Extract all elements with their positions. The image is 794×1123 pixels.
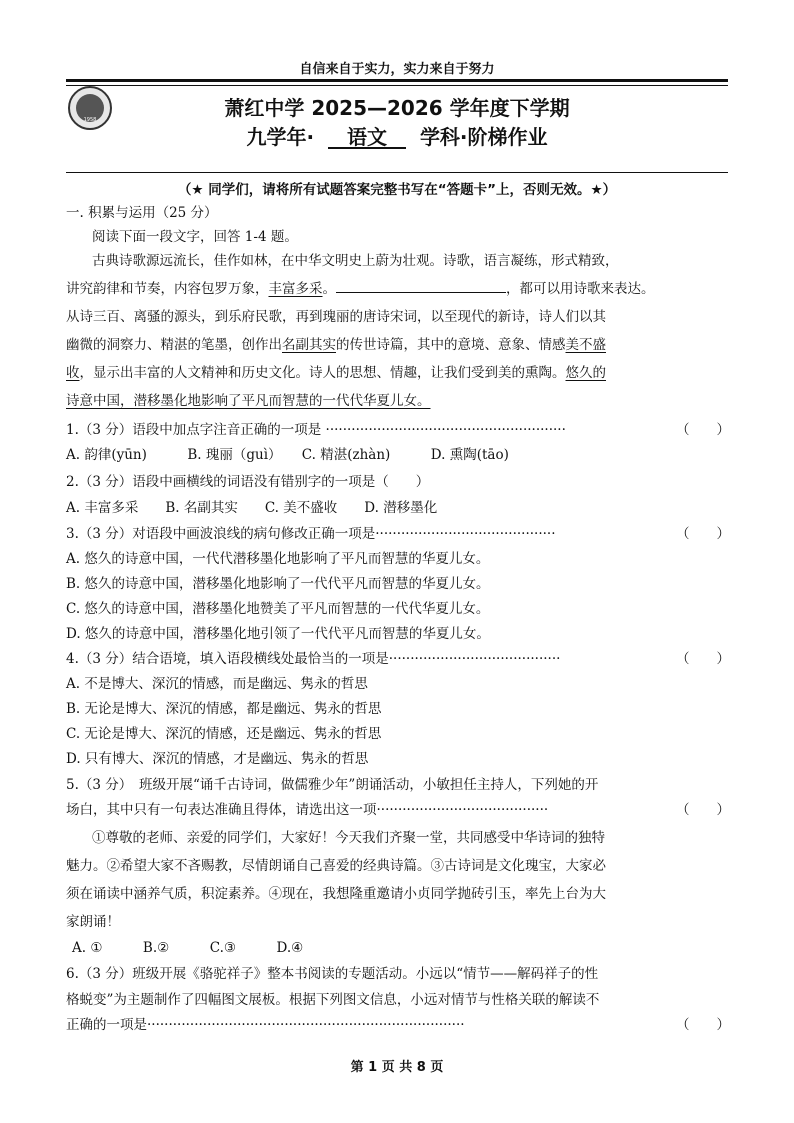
q3-stem (66, 522, 730, 542)
subject-suffix: 学科·阶梯作业 (419, 125, 548, 149)
underlined-word: 丰富多采 (268, 281, 323, 297)
answer-paren: （ ） (676, 526, 730, 542)
page-number: 第 1 页 共 8 页 (350, 1060, 444, 1075)
wavy-underline-text: 悠久的 (565, 365, 606, 381)
q6-stem-1: 6.（3 分）班级开展《骆驼祥子》整本书阅读的专题活动。小远以“情节——解码祥子的性 (66, 966, 599, 982)
q3-option-a: A. 悠久的诗意中国，一代代潜移墨化地影响了平凡而智慧的华夏儿女。 (66, 551, 490, 567)
fill-blank (336, 280, 506, 293)
q5-passage-2: 魅力。②希望大家不吝赐教，尽情朗诵自己喜爱的经典诗篇。③古诗词是文化瑰宝，大家必 (66, 858, 606, 874)
passage-text: 的传世诗篇，其中的意境、意象、情感 (336, 337, 566, 353)
q3-option-b: B. 悠久的诗意中国，潜移墨化地影响了一代代平凡而智慧的华夏儿女。 (66, 576, 490, 592)
underlined-word: 名副其实 (282, 337, 336, 353)
exam-notice: （★ 同学们，请将所有试题答案完整书写在“答题卡”上，否则无效。★） (177, 182, 617, 198)
question-text: 正确的一项是·········································································· (66, 1017, 465, 1033)
grade-label: 九学年· (246, 125, 315, 149)
passage-line-4 (66, 333, 730, 353)
q1-options: A. 韵律(yūn) B. 瑰丽（guì） C. 精湛(zhàn) D. 熏陶(tāo) (66, 447, 509, 463)
header-motto: 自信来自于实力，实力来自于努力 (299, 62, 495, 77)
passage-text: ，显示出丰富的人文精神和历史文化。诗人的思想、情趣，让我们受到美的熏陶。 (79, 365, 566, 381)
passage-line-2 (66, 277, 730, 297)
passage-text: 。 (322, 281, 336, 297)
passage-line-5 (66, 361, 730, 381)
question-text: 4.（3 分）结合语境，填入语段横线处最恰当的一项是········································ (66, 651, 561, 667)
passage-text: 幽微的洞察力、精湛的笔墨，创作出 (66, 337, 282, 353)
underlined-word: 收 (66, 365, 80, 381)
passage-instruction: 阅读下面一段文字，回答 1-4 题。 (92, 229, 298, 245)
q2-stem: 2.（3 分）语段中画横线的词语没有错别字的一项是（ ） (66, 474, 430, 490)
q4-option-c: C. 无论是博大、深沉的情感，还是幽远、隽永的哲思 (66, 726, 382, 742)
question-text: 3.（3 分）对语段中画波浪线的病句修改正确一项是·········································· (66, 526, 556, 542)
q4-option-a: A. 不是博大、深沉的情感，而是幽远、隽永的哲思 (66, 676, 368, 692)
question-text: 1.（3 分）语段中加点字注音正确的一项是 ························································ (66, 422, 566, 438)
title-rule (66, 172, 728, 173)
answer-paren: （ ） (676, 802, 730, 818)
section-heading: 一. 积累与运用（25 分） (66, 205, 218, 221)
passage-line-1: 古典诗歌源远流长，佳作如林，在中华文明史上蔚为壮观。诗歌，语言凝练，形式精致， (92, 253, 619, 269)
q2-options: A. 丰富多采 B. 名副其实 C. 美不盛收 D. 潜移墨化 (66, 500, 438, 516)
page-subtitle (0, 121, 794, 150)
q4-stem (66, 647, 730, 667)
answer-paren: （ ） (676, 422, 730, 438)
q3-option-c: C. 悠久的诗意中国，潜移墨化地赞美了平凡而智慧的一代代华夏儿女。 (66, 601, 490, 617)
answer-paren: （ ） (676, 1017, 730, 1033)
header-rule-thin (66, 85, 728, 86)
q1-stem (66, 418, 730, 438)
q5-passage-4: 家朗诵！ (66, 914, 120, 930)
q5-passage-1: ①尊敬的老师、亲爱的同学们，大家好！今天我们齐聚一堂，共同感受中华诗词的独特 (92, 830, 605, 846)
q5-stem-2 (66, 798, 730, 818)
q5-passage-3: 须在诵读中涵养气质，积淀素养。④现在，我想隆重邀请小贞同学抛砖引玉，率先上台为大 (66, 886, 606, 902)
passage-line-3: 从诗三百、离骚的源头，到乐府民歌，再到瑰丽的唐诗宋词，以至现代的新诗，诗人们以其 (66, 309, 606, 325)
page-title: 萧红中学 2025—2026 学年度下学期 (224, 96, 570, 120)
subject-field: 语文 (328, 127, 406, 149)
q3-option-d: D. 悠久的诗意中国，潜移墨化地引领了一代代平凡而智慧的华夏儿女。 (66, 626, 490, 642)
logo-text: 1958 (83, 117, 97, 123)
header-rule-thick (66, 79, 728, 82)
q6-stem-3 (66, 1013, 730, 1033)
q4-option-d: D. 只有博大、深沉的情感，才是幽远、隽永的哲思 (66, 751, 369, 767)
passage-text: 讲究韵律和节奏，内容包罗万象， (66, 281, 269, 297)
q4-option-b: B. 无论是博大、深沉的情感，都是幽远、隽永的哲思 (66, 701, 382, 717)
q5-options: A. ① B.② C.③ D.④ (72, 940, 304, 956)
underlined-word: 美不盛 (565, 337, 606, 353)
wavy-underline-text: 诗意中国，潜移墨化地影响了平凡而智慧的一代代华夏儿女。 (66, 393, 431, 409)
question-text: 场白，其中只有一句表达准确且得体，请选出这一项········································ (66, 802, 549, 818)
answer-paren: （ ） (676, 651, 730, 667)
passage-line-6 (66, 389, 730, 409)
q6-stem-2: 格蜕变”为主题制作了四幅图文展板。根据下列图文信息，小远对情节与性格关联的解读不 (66, 992, 600, 1008)
q5-stem-1: 5.（3 分） 班级开展“诵千古诗词，做儒雅少年”朗诵活动，小敏担任主持人，下列她的开 (66, 777, 599, 793)
passage-text: ，都可以用诗歌来表达。 (506, 281, 655, 297)
